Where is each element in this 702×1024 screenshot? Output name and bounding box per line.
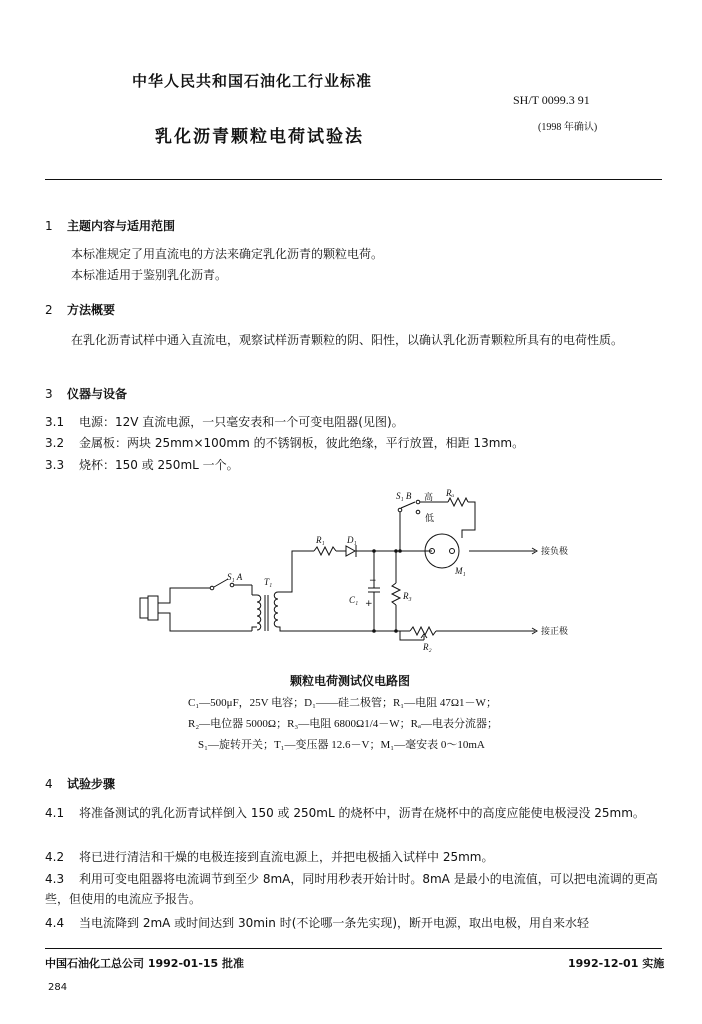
label-r1: R₁	[316, 535, 325, 545]
figure-caption-line-1: C₁—500μF，25V 电容；D₁——硅二极管；R₁—电阻 47Ω1－W；	[188, 697, 497, 709]
footer-implementation: 1992-12-01 实施	[568, 957, 665, 970]
figure-title: 颗粒电荷测试仪电路图	[290, 674, 411, 688]
section-2-heading: 2 方法概要	[45, 303, 116, 317]
plug-icon	[140, 596, 166, 620]
resistor-r1	[314, 547, 336, 555]
item-3-3: 3.3 烧杯：150 或 250mL 一个。	[45, 458, 239, 472]
label-c1: C₁	[349, 595, 359, 605]
item-4-3: 4.3 利用可变电阻器将电流调节到至少 8mA，同时用秒表开始计时。8mA 是最小的电流值，可以把电流调的更高些，但使用的电流应予报告。	[45, 872, 658, 906]
footer-approval: 中国石油化工总公司 1992-01-15 批准	[45, 957, 245, 970]
section-1-heading: 1 主题内容与适用范围	[45, 219, 176, 233]
standard-code: SH/T 0099.3 91	[513, 93, 590, 107]
potentiometer-r2	[410, 627, 436, 635]
transformer-t1-icon	[257, 592, 278, 631]
svg-text:−: −	[369, 576, 377, 586]
item-3-2: 3.2 金属板：两块 25mm×100mm 的不锈钢板，彼此绝缘，平行放置，相距 13mm。	[45, 436, 525, 450]
label-to-negative: 接负极	[541, 547, 569, 557]
item-4-2: 4.2 将已进行清洁和干燥的电极连接到直流电源上，并把电极插入试样中 25mm。	[45, 850, 494, 864]
label-r3: R₃	[403, 591, 412, 601]
label-t1: T₁	[264, 577, 273, 587]
label-r2: R₂	[423, 642, 432, 652]
section-3-heading: 3 仪器与设备	[45, 387, 128, 401]
figure-caption-line-2: R₂—电位器 5000Ω；R₃—电阻 6800Ω1/4－W；Rₐ—电表分流器；	[188, 718, 498, 730]
section-1-line-1: 本标准规定了用直流电的方法来确定乳化沥青的颗粒电荷。	[71, 247, 384, 261]
item-4-4: 4.4 当电流降到 2mA 或时间达到 30min 时(不论哪一条先实现)，断开电源，取出电极，用自来水轻	[45, 916, 590, 930]
label-s1a: S₁ A	[227, 572, 243, 582]
section-1-line-2: 本标准适用于鉴别乳化沥青。	[71, 268, 228, 282]
item-3-1: 3.1 电源：12V 直流电源，一只毫安表和一个可变电阻器(见图)。	[45, 415, 404, 429]
section-4-heading: 4 试验步骤	[45, 777, 116, 791]
diode-d1-icon	[346, 545, 356, 557]
shunt-ra	[448, 498, 468, 506]
figure-caption-line-3: S₁—旋转开关；T₁—变压器 12.6－V；M₁—毫安表 0～10mA	[198, 739, 485, 751]
svg-text:+: +	[365, 599, 373, 609]
label-low: 低	[425, 514, 435, 524]
label-m1: M₁	[455, 566, 466, 576]
label-s1b: S₁ B	[396, 491, 412, 501]
section-2-paragraph: 在乳化沥青试样中通入直流电，观察试样沥青颗粒的阴、阳性，以确认乳化沥青颗粒所具有的电荷性质。	[71, 333, 624, 347]
resistor-r3	[392, 583, 400, 605]
standard-body-title: 中华人民共和国石油化工行业标准	[132, 72, 373, 90]
confirm-year: (1998 年确认)	[538, 122, 598, 133]
page-number: 284	[48, 982, 68, 993]
label-high: 高	[424, 493, 434, 503]
footer-rule	[45, 948, 662, 949]
label-to-positive: 接正极	[541, 627, 569, 637]
item-4-1: 4.1 将准备测试的乳化沥青试样倒入 150 或 250mL 的烧杯中，沥青在烧杯中的高度应能使电极浸没 25mm。	[45, 806, 645, 820]
label-ra: Rₐ	[446, 488, 455, 498]
document-title: 乳化沥青颗粒电荷试验法	[155, 127, 364, 147]
label-d1: D₁	[347, 535, 357, 545]
